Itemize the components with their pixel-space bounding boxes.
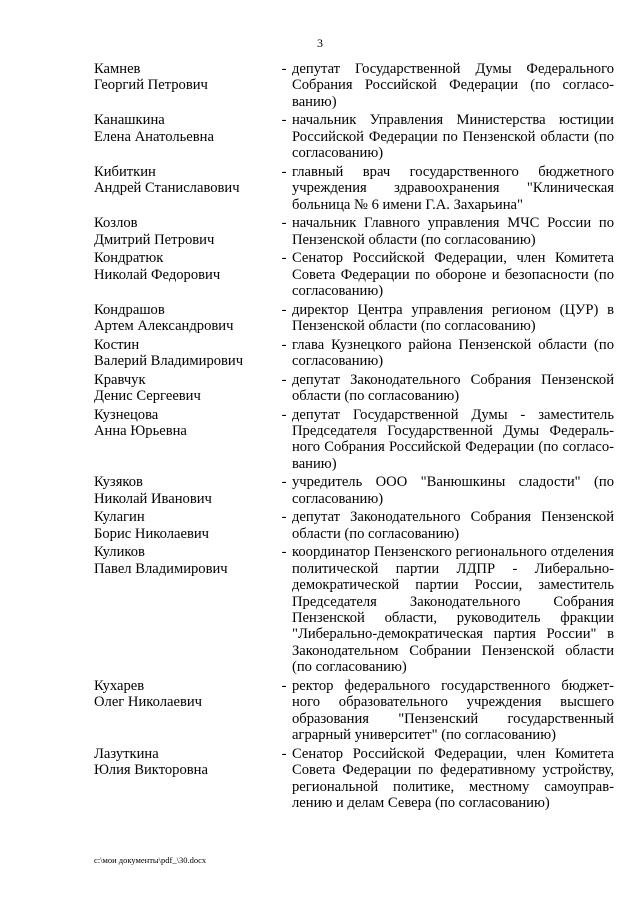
member-position: Сенатор Российской Федерации, член Комитета Совета Федерации по федеративному устройству, региональной политике, местному самоуправлению и делам Севера (по согласованию): [292, 745, 614, 811]
member-name: Кузяков Николай Иванович: [94, 474, 212, 507]
list-item: [94, 407, 614, 473]
list-item: [94, 678, 614, 744]
member-name: Лазуткина Юлия Викторовна: [94, 745, 208, 779]
list-item: [94, 337, 614, 370]
dash-separator: -: [281, 215, 287, 232]
member-position: депутат Законодательного Собрания Пензенской области (по согласованию): [292, 509, 614, 542]
dash-separator: -: [281, 301, 287, 318]
member-position: депутат Государственной Думы - заместитель Председателя Государственной Думы Федерального Собрания Российской Федерации (по согласованию): [292, 406, 614, 472]
list-item: [94, 302, 614, 335]
dash-separator: -: [281, 163, 287, 180]
list-item: [94, 164, 614, 213]
member-name: Кибиткин Андрей Станиславович: [94, 163, 240, 197]
member-name: Кулагин Борис Николаевич: [94, 509, 209, 542]
dash-separator: -: [281, 336, 287, 353]
dash-separator: -: [281, 509, 287, 526]
dash-separator: -: [281, 250, 287, 267]
member-position: начальник Управления Министерства юстиции Российской Федерации по Пензенской области (по согласованию): [292, 112, 614, 162]
dash-separator: -: [281, 371, 287, 388]
dash-separator: -: [281, 544, 287, 561]
member-list: [94, 61, 614, 814]
dash-separator: -: [281, 406, 287, 423]
list-item: [94, 544, 614, 675]
dash-separator: -: [281, 61, 287, 77]
member-position: главный врач государственного бюджетного учреждения здравоохранения "Клиническая больница № 6 имени Г.А. Захарьина": [292, 163, 614, 213]
member-name: Кузнецова Анна Юрьевна: [94, 406, 187, 440]
list-item: [94, 61, 614, 110]
dash-separator: -: [281, 677, 287, 694]
list-item: [94, 250, 614, 299]
member-position: директор Центра управления регионом (ЦУР) в Пензенской области (по согласованию): [292, 301, 614, 335]
member-name: Кондратюк Николай Федорович: [94, 250, 221, 283]
member-position: депутат Государственной Думы Федерального Собрания Российской Федерации (по согласованию): [292, 61, 614, 110]
member-name: Камнев Георгий Петрович: [94, 61, 208, 94]
member-name: Костин Валерий Владимирович: [94, 336, 244, 370]
member-name: Кравчук Денис Сергеевич: [94, 371, 201, 405]
member-position: Сенатор Российской Федерации, член Комитета Совета Федерации по обороне и безопасности (по согласованию): [292, 250, 614, 300]
file-path-footer: c:\мои документы\pdf_\30.docx: [94, 855, 207, 865]
member-position: глава Кузнецкого района Пензенской области (по согласованию): [292, 336, 614, 370]
dash-separator: -: [281, 745, 287, 762]
dash-separator: -: [281, 112, 287, 129]
member-name: Кухарев Олег Николаевич: [94, 677, 203, 711]
member-position: ректор федерального государственного бюджетного образовательного учреждения высшего образования "Пензенский государственный аграрный университет" (по согласованию): [292, 677, 614, 744]
list-item: [94, 509, 614, 542]
member-name: Канашкина Елена Анатольевна: [94, 112, 214, 145]
list-item: [94, 372, 614, 405]
page-number: 3: [317, 36, 323, 50]
list-item: [94, 746, 614, 812]
member-name: Куликов Павел Владимирович: [94, 544, 228, 577]
list-item: [94, 215, 614, 248]
member-name: Козлов Дмитрий Петрович: [94, 215, 215, 248]
member-position: учредитель ООО "Ванюшкины сладости" (по согласованию): [292, 474, 614, 507]
list-item: [94, 112, 614, 161]
member-name: Кондрашов Артем Александрович: [94, 301, 234, 335]
member-position: депутат Законодательного Собрания Пензенской области (по согласованию): [292, 371, 614, 405]
member-position: начальник Главного управления МЧС России по Пензенской области (по согласованию): [292, 215, 614, 248]
dash-separator: -: [281, 474, 287, 491]
member-position: координатор Пензенского регионального отделения политической партии ЛДПР - Либерально-демократической партии России, заместитель Председателя Законодательного Собрания Пензенской области, руководитель фракции "Либерально-демократическая партия России" в Законодательном Собрании Пензенской области (по согласованию): [292, 544, 614, 676]
list-item: [94, 474, 614, 507]
